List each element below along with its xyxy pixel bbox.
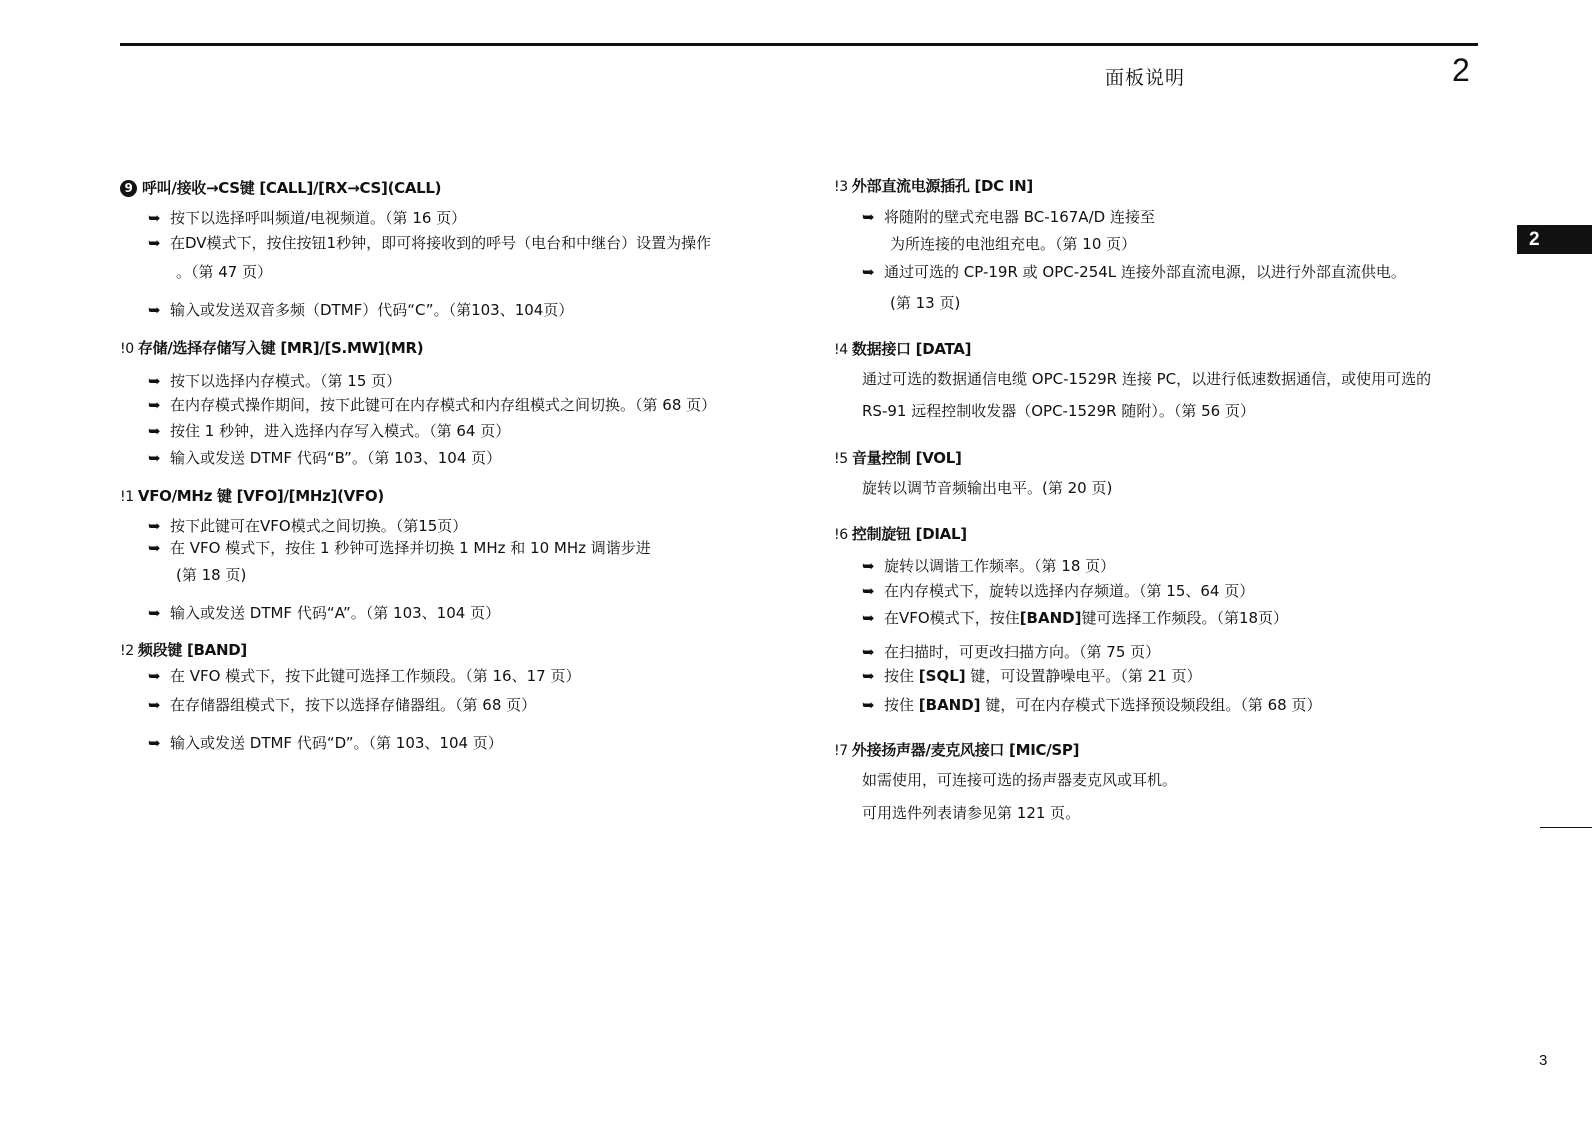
section-title: 外接扬声器/麦克风接口 [MIC/SP] xyxy=(851,741,1080,759)
bullet-item: ➥ 按住 [BAND] 键，可在内存模式下选择预设频段组。（第 68 页） xyxy=(862,696,1322,714)
arrow-bullet-icon: ➥ xyxy=(862,643,875,661)
key-label: [BAND] xyxy=(918,696,981,714)
bullet-continuation: 为所连接的电池组充电。（第 10 页） xyxy=(890,235,1137,253)
section-title: 控制旋钮 [DIAL] xyxy=(851,525,967,543)
section-title: 存储/选择存储写入键 [MR]/[S.MW](MR) xyxy=(137,339,424,357)
key-label: [SQL] xyxy=(918,667,966,685)
section-number: !2 xyxy=(120,643,134,659)
section-heading-dial xyxy=(834,523,967,544)
arrow-bullet-icon: ➥ xyxy=(148,209,161,227)
arrow-bullet-icon: ➥ xyxy=(148,604,161,622)
bullet-continuation: (第 18 页) xyxy=(176,566,247,584)
bullet-item: ➥ 在 VFO 模式下，按住 1 秒钟可选择并切换 1 MHz 和 10 MHz 调谐步进 xyxy=(148,539,651,557)
arrow-bullet-icon: ➥ xyxy=(862,208,875,226)
bullet-item: ➥ 按下以选择内存模式。（第 15 页） xyxy=(148,372,402,390)
section-heading-mr xyxy=(120,337,423,358)
arrow-bullet-icon: ➥ xyxy=(148,517,161,535)
arrow-bullet-icon: ➥ xyxy=(148,667,161,685)
bullet-item: ➥ 将随附的壁式充电器 BC-167A/D 连接至 xyxy=(862,208,1155,226)
arrow-bullet-icon: ➥ xyxy=(148,449,161,467)
section-heading-band xyxy=(120,639,247,660)
side-chapter-tab: 2 xyxy=(1517,225,1592,254)
section-title: VFO/MHz 键 [VFO]/[MHz](VFO) xyxy=(137,487,384,505)
bullet-item: ➥ 按下此键可在VFO模式之间切换。（第15页） xyxy=(148,517,468,535)
bullet-item: ➥ 按住 1 秒钟，进入选择内存写入模式。（第 64 页） xyxy=(148,422,511,440)
bullet-item: ➥ 旋转以调谐工作频率。（第 18 页） xyxy=(862,557,1116,575)
section-title: 音量控制 [VOL] xyxy=(851,449,962,467)
arrow-bullet-icon: ➥ xyxy=(148,372,161,390)
section-number: !1 xyxy=(120,489,134,505)
side-rule xyxy=(1540,827,1592,828)
section-number: !6 xyxy=(834,527,848,543)
arrow-bullet-icon: ➥ xyxy=(148,696,161,714)
arrow-bullet-icon: ➥ xyxy=(862,609,875,627)
section-heading-data xyxy=(834,338,971,359)
section-number: !0 xyxy=(120,341,134,357)
paragraph: 如需使用，可连接可选的扬声器麦克风或耳机。 xyxy=(862,771,1178,789)
arrow-bullet-icon: ➥ xyxy=(862,696,875,714)
bullet-item: ➥ 输入或发送 DTMF 代码“B”。（第 103、104 页） xyxy=(148,449,502,467)
section-heading-vfo xyxy=(120,485,384,506)
arrow-bullet-icon: ➥ xyxy=(862,263,875,281)
bullet-item: ➥ 在存储器组模式下，按下以选择存储器组。（第 68 页） xyxy=(148,696,537,714)
section-number-badge: 9 xyxy=(120,180,137,197)
arrow-bullet-icon: ➥ xyxy=(862,582,875,600)
section-number: !7 xyxy=(834,743,848,759)
bullet-item: ➥ 按下以选择呼叫频道/电视频道。（第 16 页） xyxy=(148,209,467,227)
chapter-number: 2 xyxy=(1452,52,1470,88)
page-number: 3 xyxy=(1539,1052,1548,1069)
bullet-item: ➥ 在VFO模式下，按住[BAND]键可选择工作频段。（第18页） xyxy=(862,609,1289,627)
chapter-title: 面板说明 xyxy=(1105,67,1186,89)
arrow-bullet-icon: ➥ xyxy=(148,539,161,557)
section-number: !4 xyxy=(834,342,848,358)
bullet-continuation: (第 13 页) xyxy=(890,294,961,312)
bullet-item: ➥ 输入或发送 DTMF 代码“A”。（第 103、104 页） xyxy=(148,604,501,622)
top-rule xyxy=(120,43,1478,46)
section-heading-mic-sp xyxy=(834,739,1079,760)
key-label: [BAND] xyxy=(1019,609,1082,627)
bullet-continuation: 。（第 47 页） xyxy=(176,263,273,281)
bullet-item: ➥ 通过可选的 CP-19R 或 OPC-254L 连接外部直流电源，以进行外部直流供电。 xyxy=(862,263,1406,281)
section-number: !5 xyxy=(834,451,848,467)
paragraph: 可用选件列表请参见第 121 页。 xyxy=(862,804,1081,822)
section-title: 外部直流电源插孔 [DC IN] xyxy=(851,177,1033,195)
bullet-item: ➥ 在DV模式下，按住按钮1秒钟，即可将接收到的呼号（电台和中继台）设置为操作 xyxy=(148,234,712,252)
paragraph: 旋转以调节音频输出电平。(第 20 页) xyxy=(862,479,1113,497)
paragraph: RS-91 远程控制收发器（OPC-1529R 随附）。（第 56 页） xyxy=(862,402,1255,420)
bullet-item: ➥ 在内存模式操作期间，按下此键可在内存模式和内存组模式之间切换。（第 68 页） xyxy=(148,396,717,414)
section-title: 呼叫/接收→CS键 [CALL]/[RX→CS](CALL) xyxy=(142,179,442,197)
bullet-item: ➥ 在扫描时，可更改扫描方向。（第 75 页） xyxy=(862,643,1161,661)
section-heading-vol xyxy=(834,447,962,468)
bullet-item: ➥ 输入或发送 DTMF 代码“D”。（第 103、104 页） xyxy=(148,734,503,752)
arrow-bullet-icon: ➥ xyxy=(148,234,161,252)
bullet-item: ➥ 在 VFO 模式下，按下此键可选择工作频段。（第 16、17 页） xyxy=(148,667,581,685)
arrow-bullet-icon: ➥ xyxy=(862,667,875,685)
bullet-item: ➥ 输入或发送双音多频（DTMF）代码“C”。（第103、104页） xyxy=(148,301,574,319)
arrow-bullet-icon: ➥ xyxy=(148,422,161,440)
bullet-item: ➥ 在内存模式下，旋转以选择内存频道。（第 15、64 页） xyxy=(862,582,1255,600)
arrow-bullet-icon: ➥ xyxy=(148,734,161,752)
arrow-bullet-icon: ➥ xyxy=(148,301,161,319)
arrow-bullet-icon: ➥ xyxy=(862,557,875,575)
bullet-item: ➥ 按住 [SQL] 键，可设置静噪电平。（第 21 页） xyxy=(862,667,1202,685)
section-title: 频段键 [BAND] xyxy=(137,641,247,659)
section-title: 数据接口 [DATA] xyxy=(851,340,972,358)
arrow-bullet-icon: ➥ xyxy=(148,396,161,414)
section-heading-call xyxy=(120,177,441,198)
paragraph: 通过可选的数据通信电缆 OPC-1529R 连接 PC，以进行低速数据通信，或使用可选的 xyxy=(862,370,1432,388)
section-heading-dc-in xyxy=(834,175,1033,196)
section-number: !3 xyxy=(834,179,848,195)
